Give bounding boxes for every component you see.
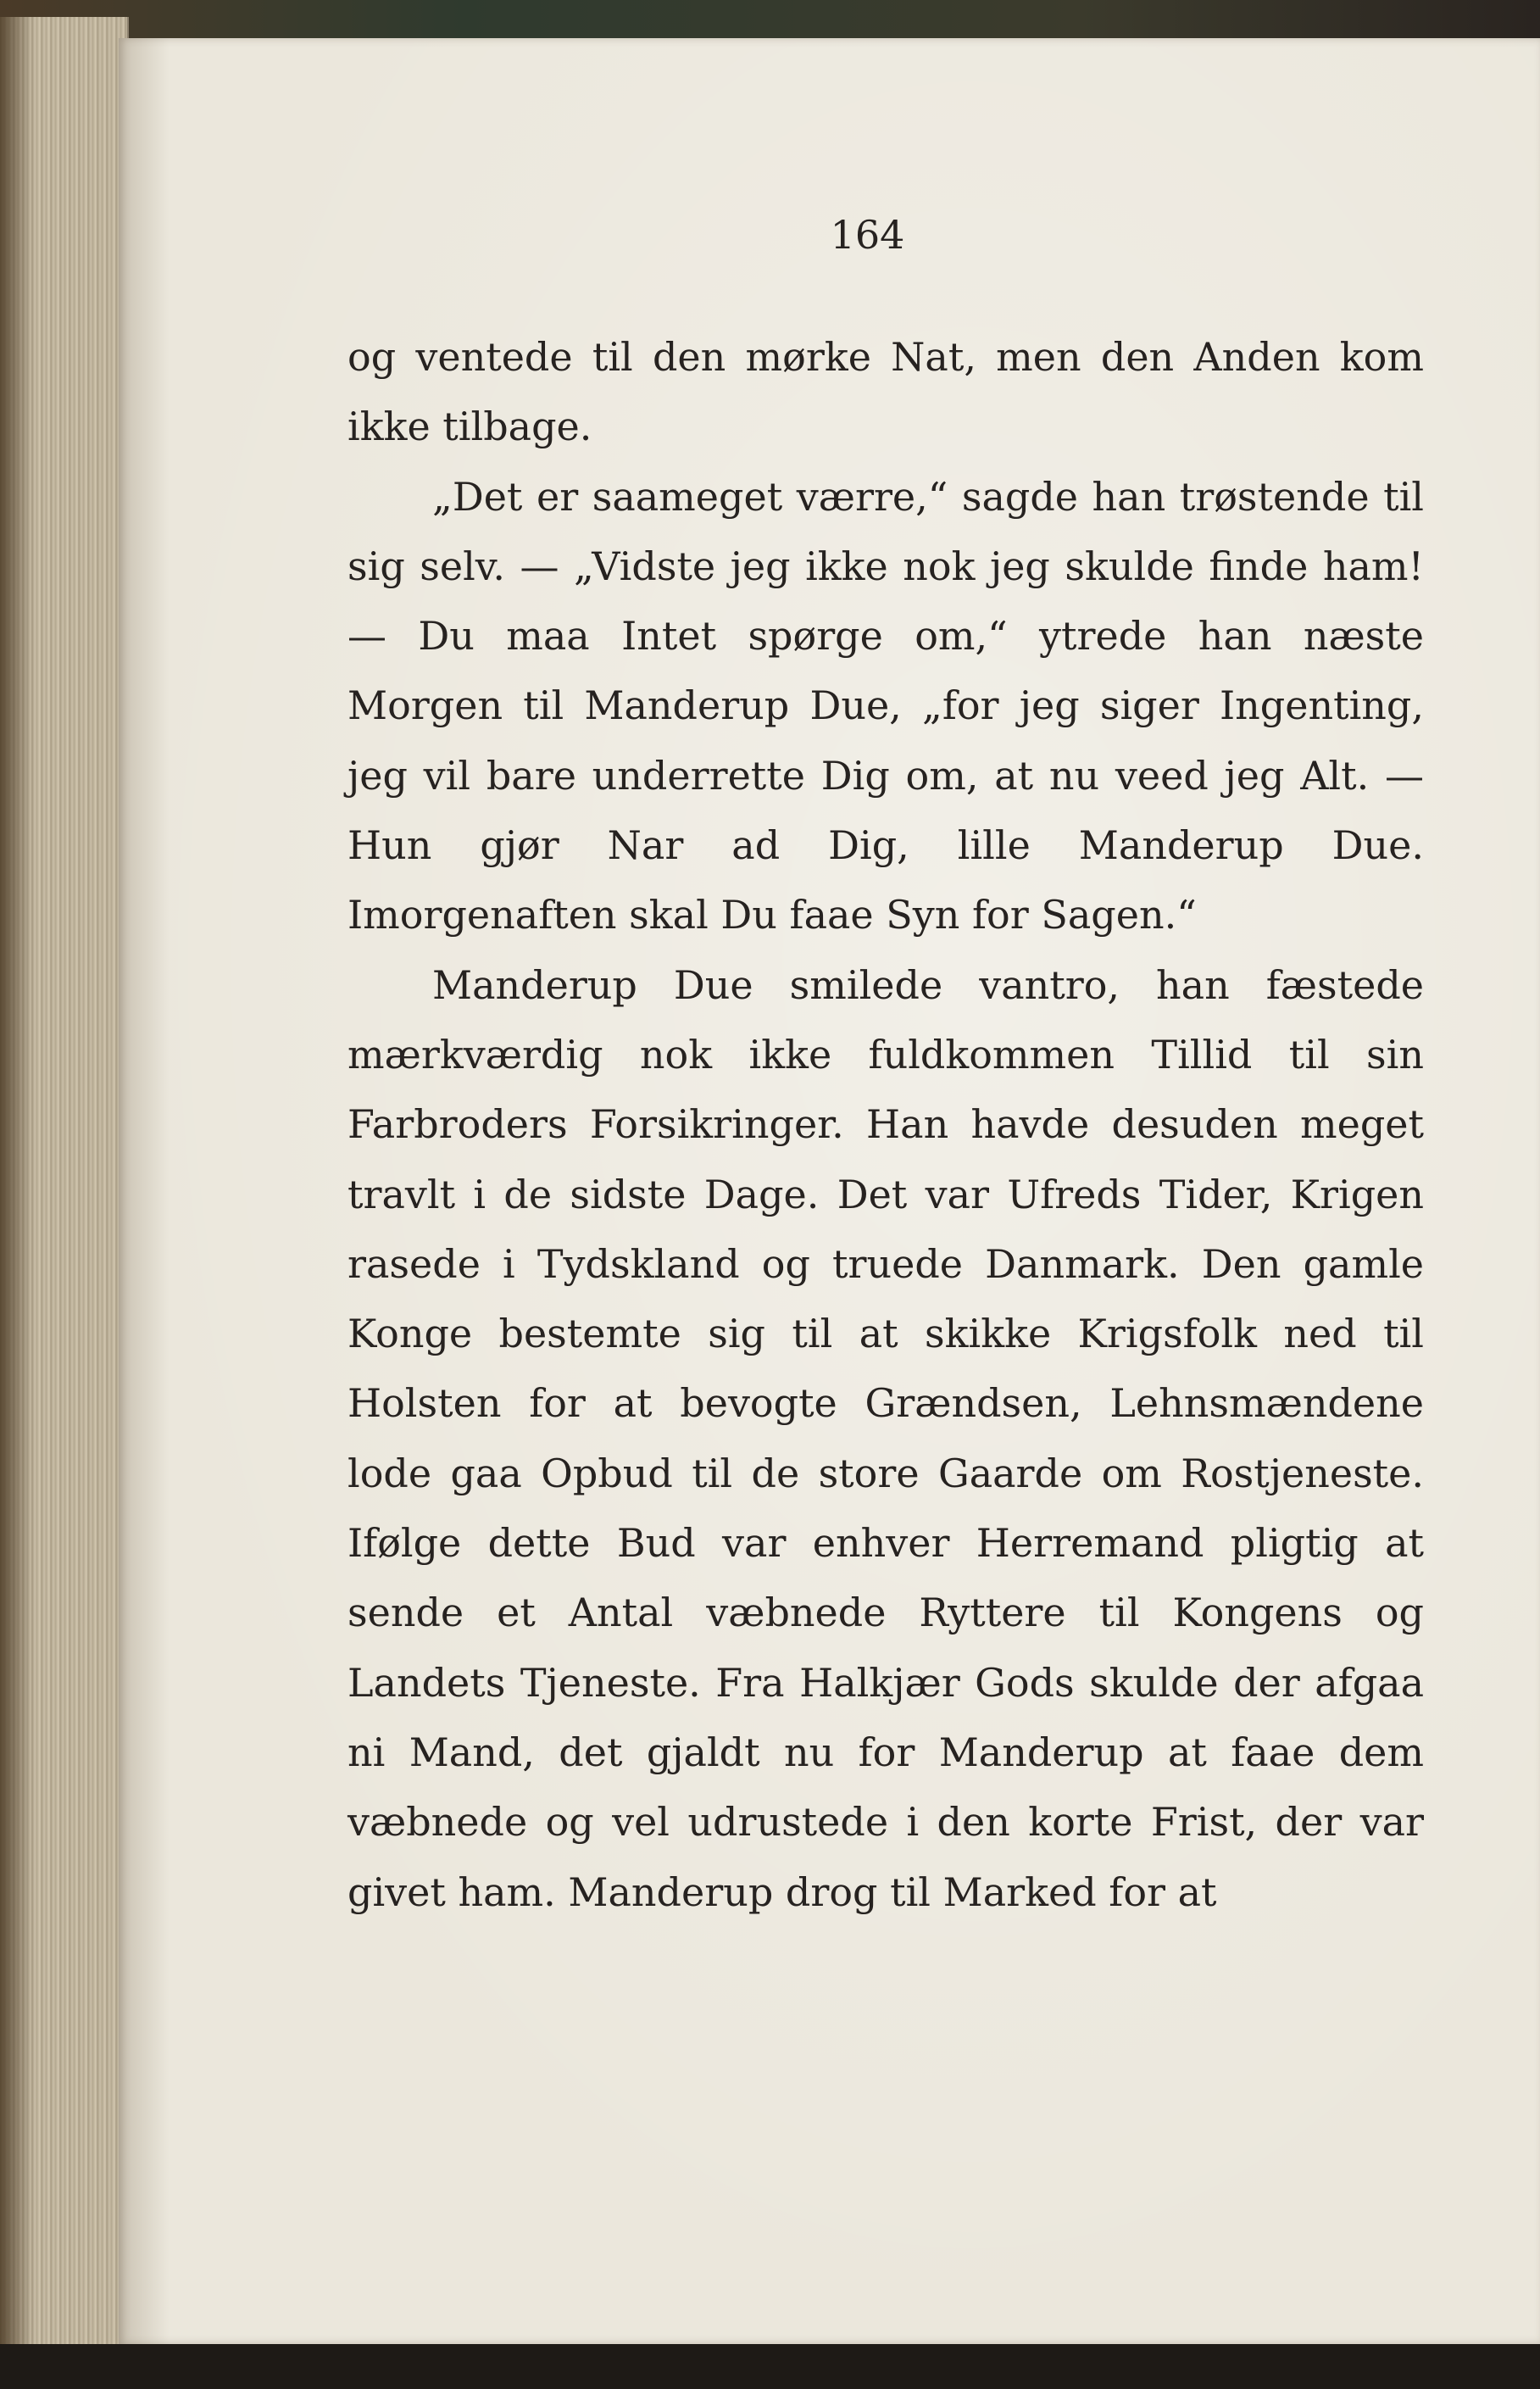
page-edges-shadow [0, 17, 34, 2382]
page-text [347, 322, 1424, 1927]
paragraph-2: „Det er saameget værre,“ sagde han trøstende til sig selv. — „Vidste jeg ikke nok jeg skulde finde ham! — Du maa Intet spørge om,“ ytrede han næste Morgen til Manderup Due, „for jeg siger Ingenting, jeg vil bare underrette Dig om, at nu veed jeg Alt. — Hun gjør Nar ad Dig, lille Manderup Due. Imorgenaften skal Du faae Syn for Sagen.“ [347, 473, 1424, 938]
paragraph-1: og ventede til den mørke Nat, men den Anden kom ikke tilbage. [347, 334, 1424, 450]
paragraph-3: Manderup Due smilede vantro, han fæstede mærkværdig nok ikke fuldkommen Tillid til sin Farbroders Forsikringer. Han havde desuden meget travlt i de sidste Dage. Det var Ufreds Tider, Krigen rasede i Tydskland og truede Danmark. Den gamle Konge bestemte sig til at skikke Krigsfolk ned til Holsten for at bevogte Grændsen, Lehnsmændene lode gaa Opbud til de store Gaarde om Rostjeneste. Ifølge dette Bud var enhver Herremand pligtig at sende et Antal væbnede Ryttere til Kongens og Landets Tjeneste. Fra Halkjær Gods skulde der afgaa ni Mand, det gjaldt nu for Manderup at faae dem væbnede og vel udrustede i den korte Frist, der var givet ham. Manderup drog til Marked for at [347, 961, 1424, 1915]
bottom-background [0, 2344, 1540, 2389]
page-number: 164 [830, 212, 905, 258]
